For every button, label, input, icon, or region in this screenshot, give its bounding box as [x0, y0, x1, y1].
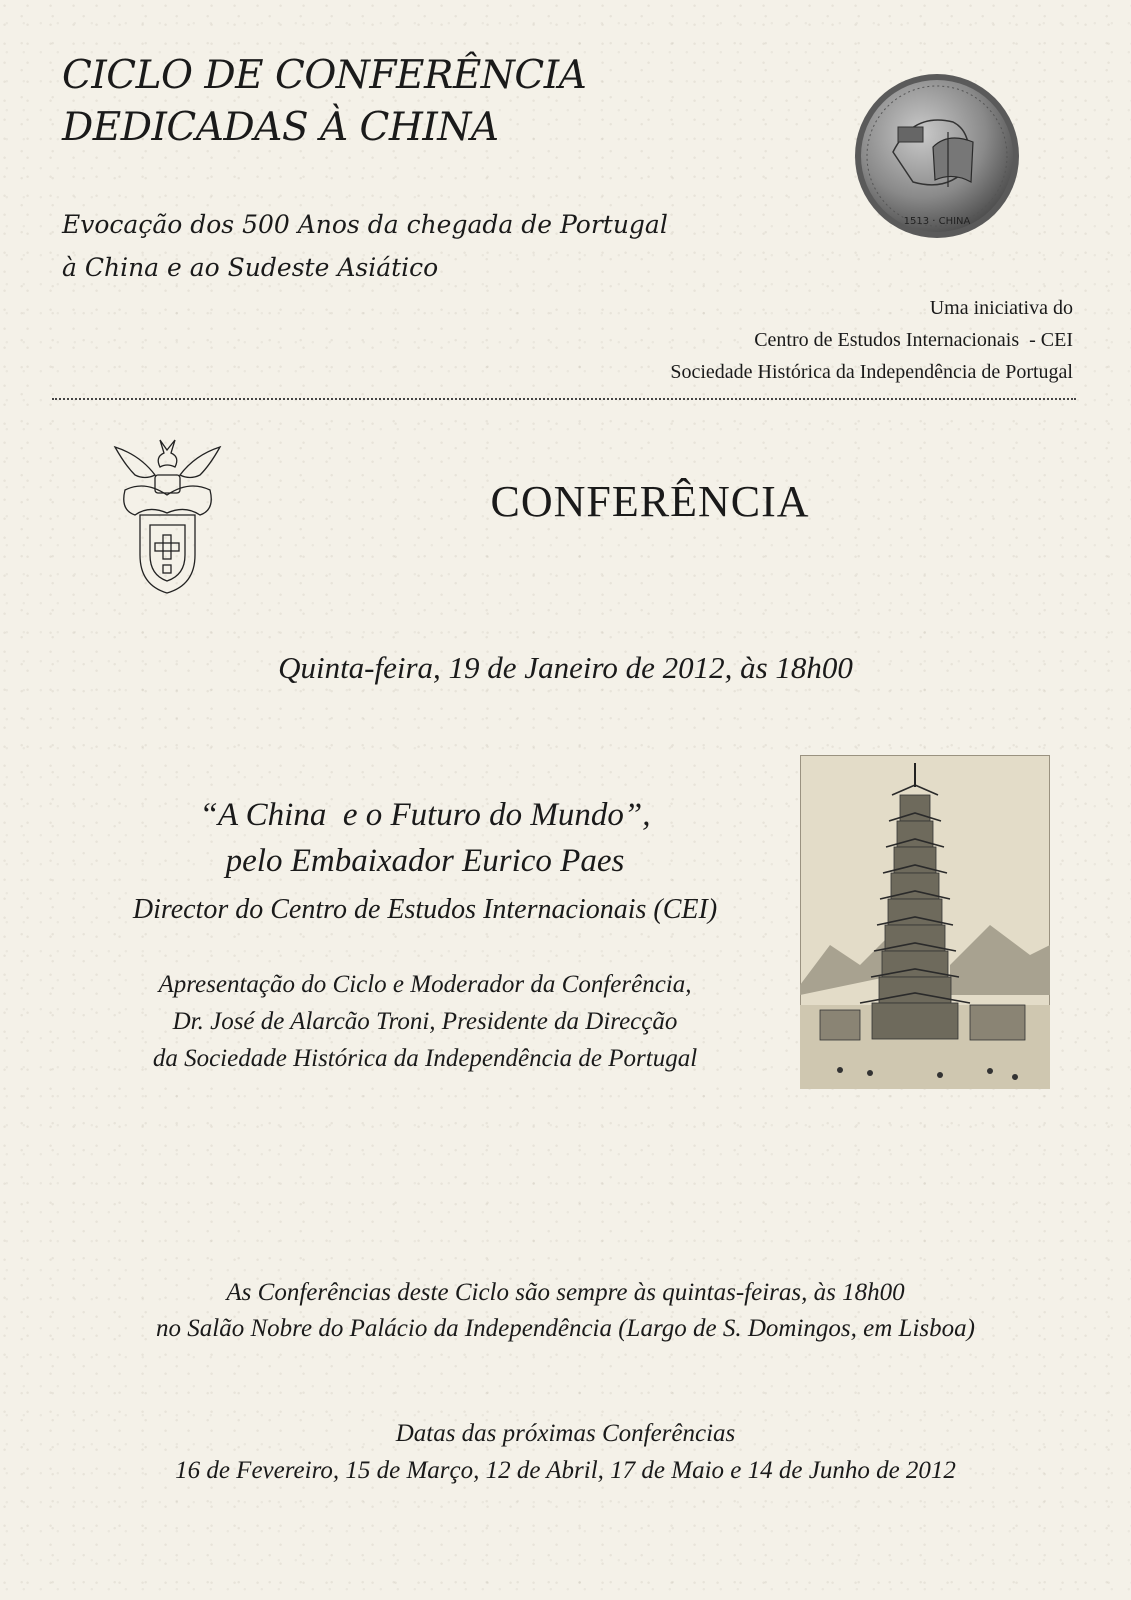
cycle-info-line1: As Conferências deste Ciclo são sempre às quintas-feiras, às 18h00: [226, 1279, 905, 1306]
cycle-title: [62, 50, 586, 154]
coin-inscription: 1513 · CHINA: [903, 216, 971, 227]
cycle-subtitle: [62, 203, 668, 289]
next-conferences-dates: 16 de Fevereiro, 15 de Março, 12 de Abril, 17 de Maio e 14 de Junho de 2012: [175, 1457, 956, 1484]
lecture-title: “A China e o Futuro do Mundo”,: [199, 797, 651, 833]
coat-of-arms-crest: [105, 435, 230, 597]
pagoda-engraving-image: [800, 755, 1050, 1089]
speaker-role: Director do Centro de Estudos Internacionais (CEI): [132, 894, 718, 925]
commemorative-coin-image: [853, 72, 1021, 240]
conference-date: Quinta-feira, 19 de Janeiro de 2012, às 18h00: [278, 650, 853, 685]
cycle-info: [0, 1275, 1131, 1347]
cycle-title-line2: DEDICADAS À CHINA: [62, 105, 499, 150]
cycle-subtitle-line1: Evocação dos 500 Anos da chegada de Portugal: [62, 210, 668, 239]
initiative-line3: Sociedade Histórica da Independência de Portugal: [670, 361, 1073, 383]
next-conferences-label: Datas das próximas Conferências: [395, 1420, 736, 1447]
lecture-details: [40, 792, 810, 1077]
initiative-line2: Centro de Estudos Internacionais - CEI: [754, 329, 1073, 351]
moderator-block: [40, 966, 810, 1077]
moderator-line1: Apresentação do Ciclo e Moderador da Conferência,: [158, 971, 692, 998]
moderator-line3: da Sociedade Histórica da Independência de Portugal: [152, 1045, 698, 1072]
moderator-line2: Dr. José de Alarcão Troni, Presidente da Direcção: [172, 1008, 678, 1035]
cycle-subtitle-line2: à China e ao Sudeste Asiático: [62, 253, 439, 282]
dotted-divider: [52, 398, 1076, 400]
conference-heading: CONFERÊNCIA: [490, 477, 810, 526]
cycle-info-line2: no Salão Nobre do Palácio da Independência (Largo de S. Domingos, em Lisboa): [156, 1315, 975, 1342]
initiative-block: [670, 292, 1073, 388]
initiative-line1: Uma iniciativa do: [929, 297, 1073, 319]
cycle-title-line1: CICLO DE CONFERÊNCIA: [62, 53, 587, 98]
lecture-speaker: pelo Embaixador Eurico Paes: [225, 843, 625, 879]
next-conferences: [0, 1415, 1131, 1489]
